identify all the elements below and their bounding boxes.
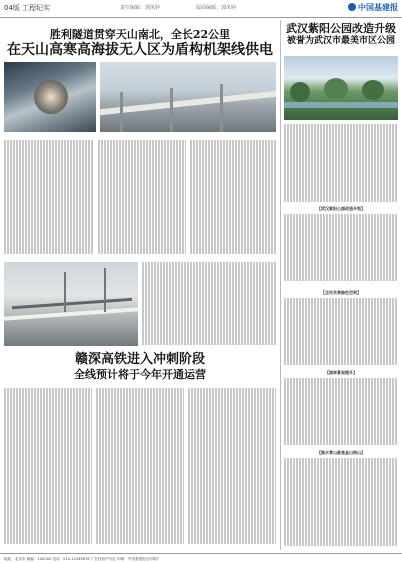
article-2-col-2 xyxy=(96,388,184,548)
article-3-section-1 xyxy=(284,214,398,286)
article-3-intro xyxy=(284,124,398,202)
column-divider xyxy=(280,20,281,550)
article-1-col-3 xyxy=(190,140,276,258)
article-3-section-3 xyxy=(284,378,398,446)
logo-icon xyxy=(348,3,356,11)
newspaper-logo xyxy=(348,2,398,13)
article-1-col-4 xyxy=(142,262,276,346)
article-1-title-line2: 在天山高寒高海拔无人区为盾构机架线供电 xyxy=(7,41,273,58)
logo-text: 中国基建报 xyxy=(358,3,398,12)
article-2-title-line2: 全线预计将于今年开通运营 xyxy=(74,368,206,382)
subhead-3: 【园林景观提升】 xyxy=(325,370,357,375)
subhead-2: 【全民共享绿色空间】 xyxy=(321,290,361,295)
article-1-col-2 xyxy=(98,140,186,258)
article-2-col-1 xyxy=(4,388,92,548)
subhead-1: 【武汉紫阳公园改造升级】 xyxy=(317,206,365,211)
bridge-photo xyxy=(100,62,276,132)
article-3-title xyxy=(284,22,398,47)
section-label: 04版 工程纪实 xyxy=(4,4,51,12)
article-3-title-line1: 武汉紫阳公园改造升级 xyxy=(286,22,396,35)
article-3-title-line2: 被誉为武汉市最美市区公园 xyxy=(286,35,395,46)
article-2-col-3 xyxy=(188,388,276,548)
article-3-section-2 xyxy=(284,298,398,366)
article-3-section-4 xyxy=(284,458,398,548)
park-photo xyxy=(284,56,398,120)
designer-credit: 版面编辑：郭凤婷 xyxy=(196,5,237,11)
article-2-title-line1: 赣深高铁进入冲刺阶段 xyxy=(74,352,205,367)
subhead-4: 【绿水青山就是金山银山】 xyxy=(317,450,365,455)
article-2-title xyxy=(4,352,276,382)
railway-photo xyxy=(4,262,138,346)
article-1-title-line1: 胜利隧道贯穿天山南北，全长22公里 xyxy=(49,28,231,41)
editor-credit: 责任编辑：郭凤婷 xyxy=(120,5,161,11)
tunnel-photo xyxy=(4,62,96,132)
page-header xyxy=(0,0,402,18)
article-1-col-1 xyxy=(4,140,94,258)
article-1-title xyxy=(4,28,276,59)
page-footer: 地址：北京市 邮编：100000 电话：010-12345678 广告经营许可证 印刷：中国基建报社印刷厂 xyxy=(0,553,402,563)
